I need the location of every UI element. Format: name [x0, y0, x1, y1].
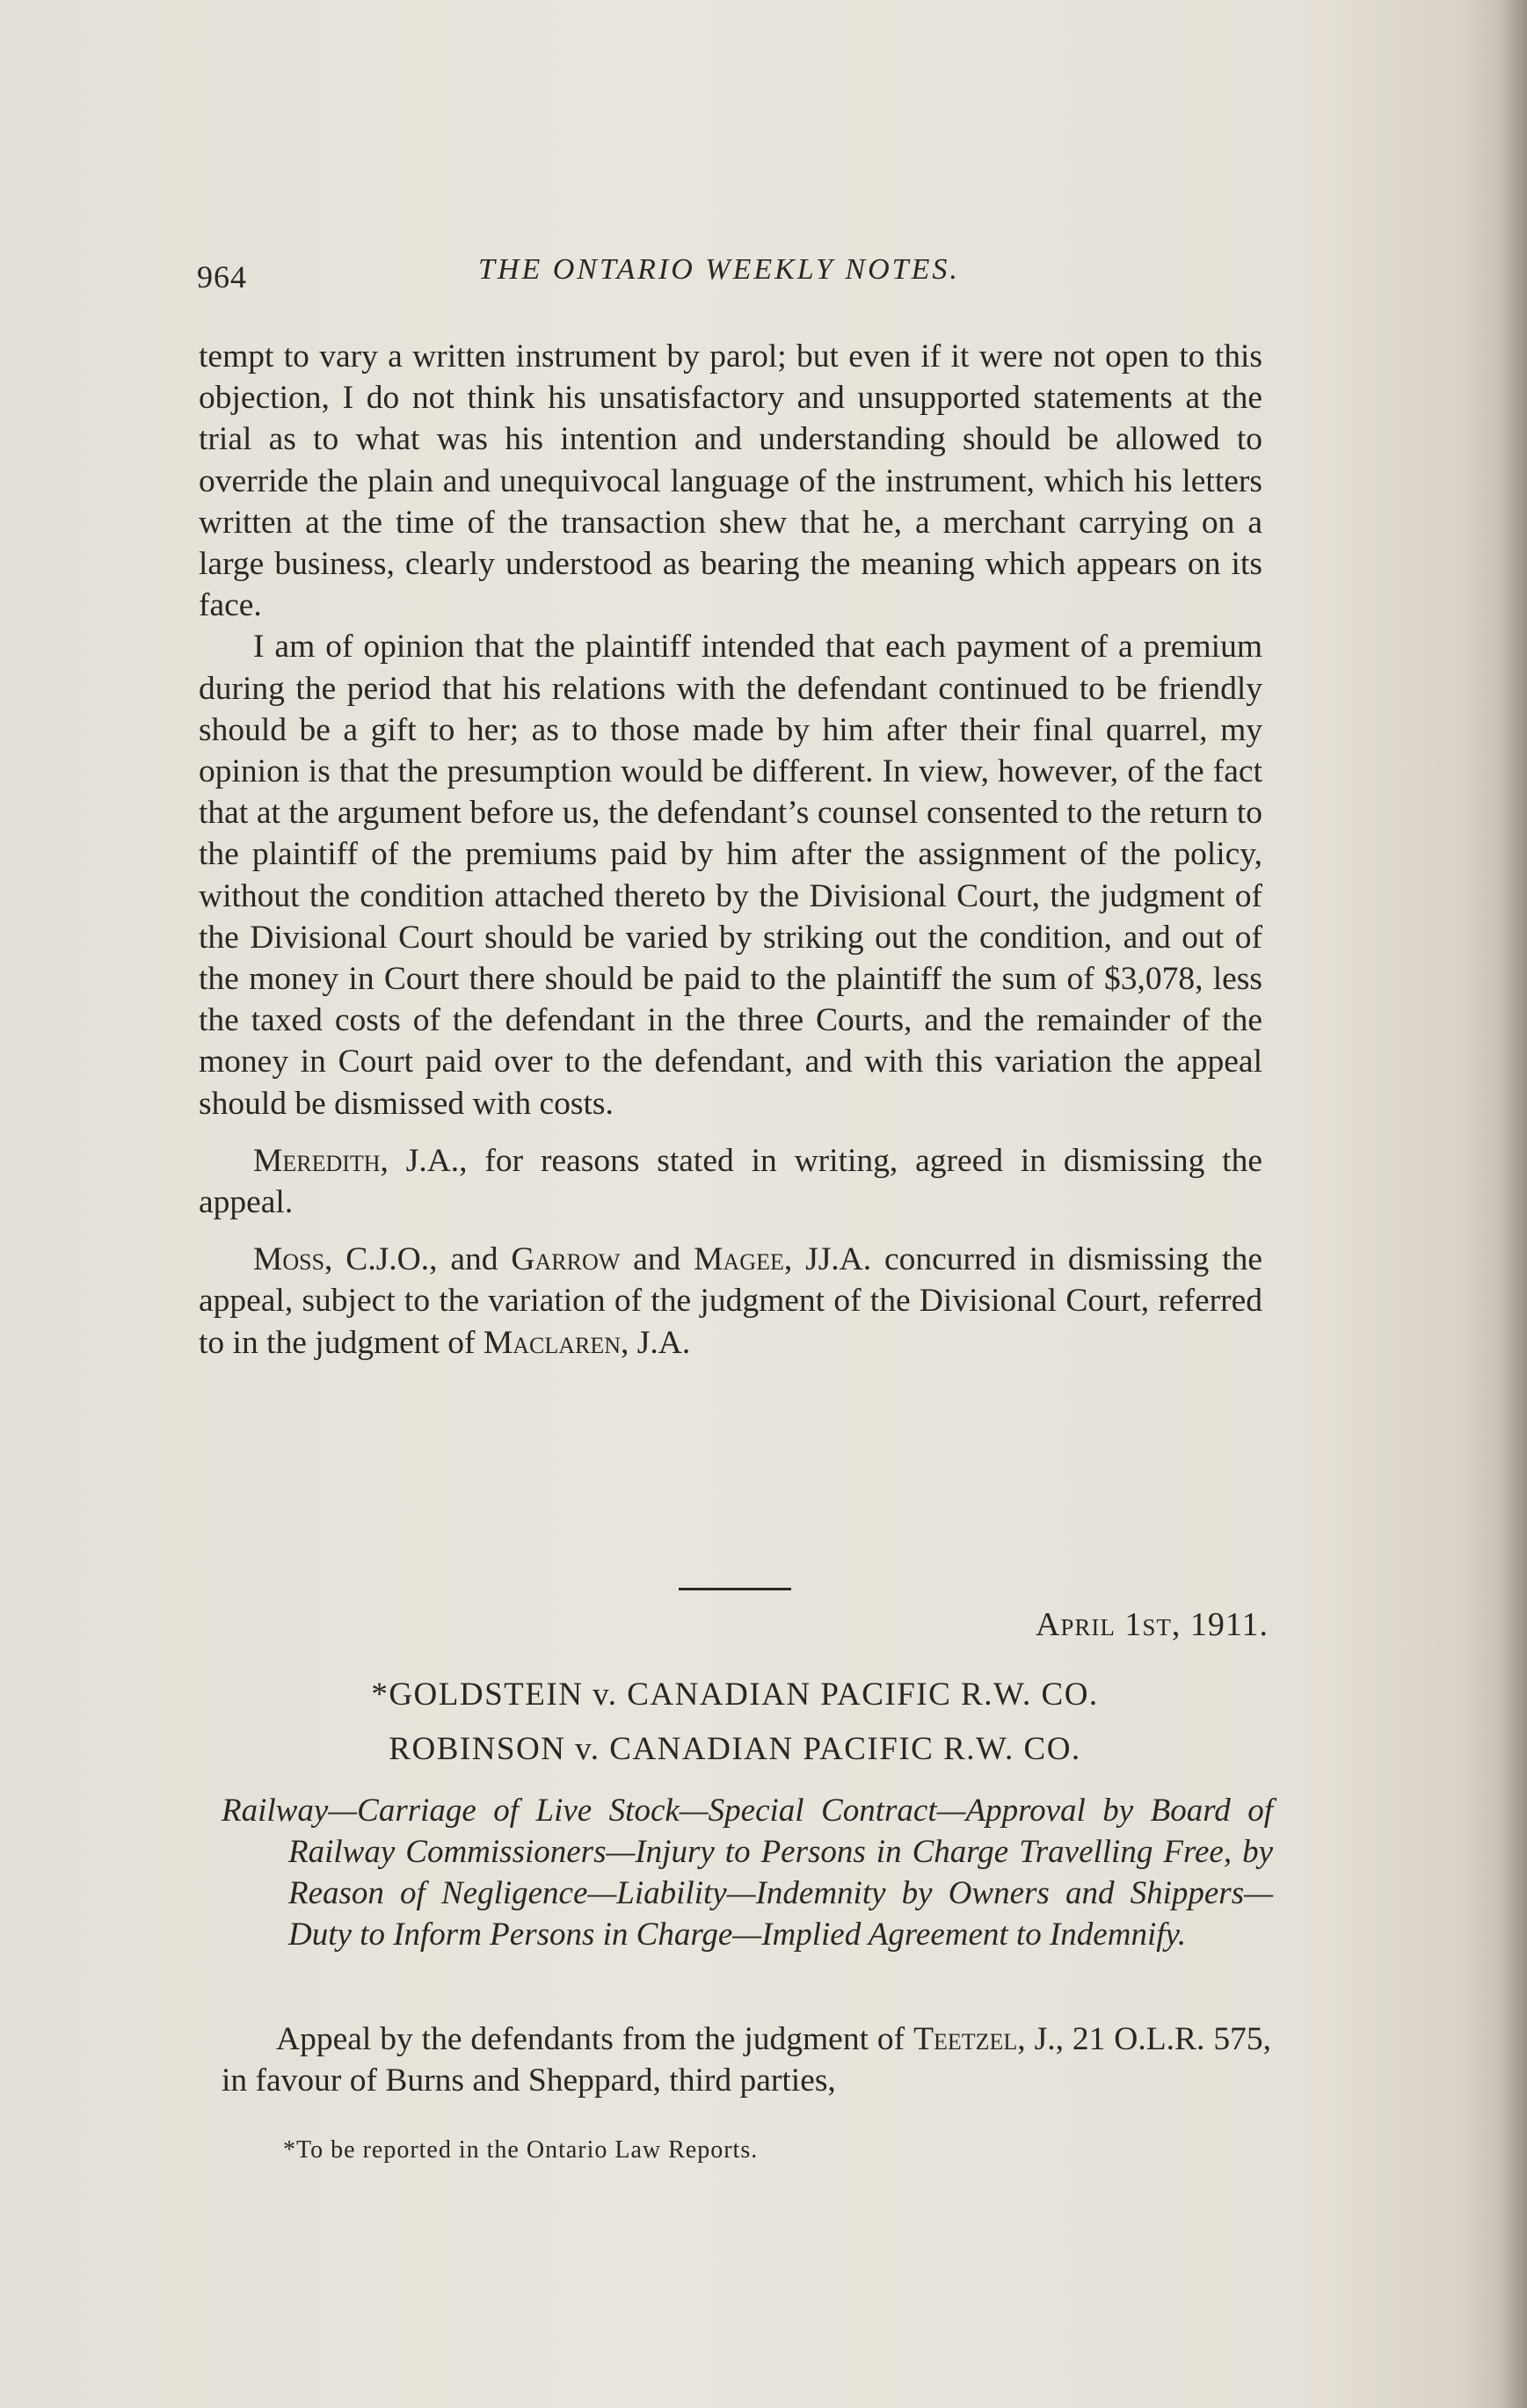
- footnote: *To be reported in the Ontario Law Reports.: [283, 2136, 759, 2164]
- judge-name-magee: Magee: [694, 1241, 784, 1278]
- section-divider: [679, 1588, 791, 1590]
- paragraph-4-text-1: , C.J.O., and: [324, 1241, 512, 1278]
- case-title-robinson: ROBINSON v. CANADIAN PACIFIC R.W. CO.: [389, 1731, 1081, 1767]
- judgment-body: [199, 336, 1262, 1364]
- judge-name-moss: Moss: [253, 1241, 325, 1278]
- appeal-paragraph: [222, 2019, 1271, 2101]
- case-title-goldstein: *GOLDSTEIN v. CANADIAN PACIFIC R.W. CO.: [371, 1677, 1099, 1713]
- appeal-text-1: Appeal by the defendants from the judgment of: [276, 2021, 914, 2057]
- running-head: [197, 253, 1269, 295]
- paragraph-4-text-3: , JJ.A. concurred in dismissing the appeal, subject to the variation of the judgment of the Divisional Court, referred to in the judgment of: [199, 1241, 1262, 1361]
- judge-name-teetzel: Teetzel: [913, 2021, 1018, 2057]
- judge-name-garrow: Garrow: [511, 1241, 621, 1278]
- appeal-text-2: , J., 21 O.L.R. 575, in favour of Burns and Sheppard, third parties,: [222, 2021, 1271, 2099]
- paragraph-3: [199, 1140, 1262, 1223]
- journal-title: THE ONTARIO WEEKLY NOTES.: [478, 253, 960, 286]
- paragraph-1: tempt to vary a written instrument by parol; but even if it were not open to this objection, I do not think his unsatisfactory and unsupported statements at the trial as to what was his intention and understanding should be allowed to override the plain and unequivocal language of the instrument, which his letters written at the time of the transaction shew that he, a merchant carrying on a large business, clearly understood as bearing the meaning which appears on its face.: [199, 338, 1262, 624]
- paragraph-4: [199, 1239, 1262, 1364]
- paragraph-4-text-4: , J.A.: [621, 1324, 691, 1361]
- judge-name-meredith: Meredith: [253, 1142, 381, 1179]
- judge-name-maclaren: Maclaren: [483, 1324, 622, 1361]
- page-edge-shadow: [1501, 0, 1527, 2408]
- case-headnote: Railway—Carriage of Live Stock—Special Contract—Approval by Board of Railway Commissioners—Injury to Persons in Charge Travelling Free, by Reason of Negligence—Liability—Indemnity by Owners and Shippers—Duty to Inform Persons in Charge—Implied Agreement to Indemnify.: [222, 1793, 1273, 1953]
- paragraph-2: I am of opinion that the plaintiff intended that each payment of a premium during the period that his relations with the defendant continued to be friendly should be a gift to her; as to those made by him after their final quarrel, my opinion is that the presumption would be different. In view, however, of the fact that at the argument before us, the defendant’s counsel consented to the return to the plaintiff of the premiums paid by him after the assignment of the policy, without the condition attached thereto by the Divisional Court, the judgment of the Divisional Court should be varied by striking out the condition, and out of the money in Court there should be paid to the plaintiff the sum of $3,078, less the taxed costs of the defendant in the three Courts, and the remainder of the money in Court paid over to the defendant, and with this variation the appeal should be dismissed with costs.: [199, 629, 1262, 1122]
- paragraph-3-text: , J.A., for reasons stated in writing, agreed in dismissing the appeal.: [199, 1142, 1262, 1221]
- case-date: April 1st, 1911.: [1035, 1606, 1269, 1643]
- page-number: 964: [197, 259, 247, 295]
- paragraph-4-text-2: and: [620, 1241, 694, 1278]
